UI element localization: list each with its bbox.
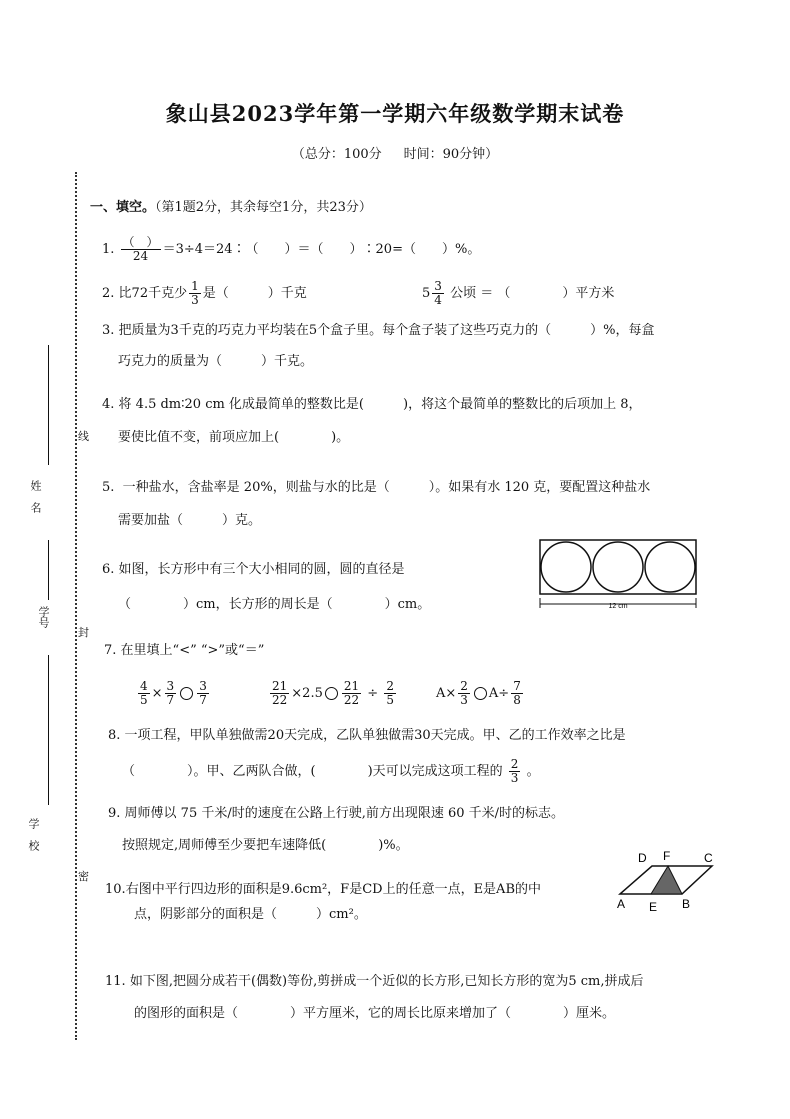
question-10: 10.右图中平行四边形的面积是9.6cm²，F是CD上的任意一点，E是AB的中 [105, 882, 542, 897]
time-limit: 时间：90分钟） [403, 147, 499, 162]
side-name-label: 姓 名 [29, 480, 42, 513]
side-id-line [48, 540, 49, 600]
question-6-line2: （ ）cm，长方形的周长是（ ）cm。 [118, 597, 431, 612]
side-secret-char: 密 [78, 870, 89, 883]
fraction: $\frac{( )}{24}$ [122, 235, 159, 263]
question-2a: 2. 比72千克少 $\frac{1}{3}$ 是（ ）千克 [102, 279, 307, 307]
question-11: 11. 如下图,把圆分成若干(偶数)等份,剪拼成一个近似的长方形,已知长方形的宽为5 cm,拼成后 [105, 974, 644, 989]
compare-circle[interactable] [180, 687, 193, 700]
point-label-b: B [682, 897, 691, 911]
question-11-line2: 的图形的面积是（ ）平方厘米，它的周长比原来增加了（ ）厘米。 [134, 1006, 616, 1021]
question-3: 3. 把质量为3千克的巧克力平均装在5个盒子里。每个盒子装了这些巧克力的（ ）%，每盒 [102, 323, 655, 338]
point-label-a: A [617, 897, 626, 911]
figure-length-label: 12 cm [608, 603, 628, 610]
side-seal-char: 封 [78, 626, 89, 639]
question-8-line2: （ ）。甲、乙两队合做，( )天可以完成这项工程的 $\frac{2}{3}$ 。 [122, 757, 540, 785]
compare-circle[interactable] [325, 687, 338, 700]
question-9-line2: 按照规定,周师傅至少要把车速降低( )%。 [122, 838, 409, 853]
side-id-label: 学号 [37, 606, 50, 628]
section-note: （第1题2分，其余每空1分，共23分） [155, 200, 372, 215]
parallelogram-figure [612, 846, 732, 914]
point-label-e: E [649, 900, 658, 914]
question-3-line2: 巧克力的质量为（ ）千克。 [118, 354, 314, 369]
section-title: 一、填空。 [90, 200, 156, 215]
comparison-2: $\frac{21}{22}$ ×2.5 $\frac{21}{22}$ ÷ $\frac{2}{5}$ [272, 679, 394, 707]
side-school-label: 学 校 [27, 818, 40, 851]
point-label-c: C [704, 851, 713, 865]
question-9: 9. 周师傅以 75 千米/时的速度在公路上行驶,前方出现限速 60 千米/时的标志。 [108, 806, 565, 821]
question-7: 7. 在里填上“<” “>”或“＝” [104, 643, 265, 658]
section-heading [90, 196, 372, 215]
side-line-char: 线 [78, 430, 89, 443]
question-5-line2: 需要加盐（ ）克。 [118, 513, 262, 528]
side-school-line [48, 655, 49, 805]
question-2b: 5 $\frac{3}{4}$ 公顷 ＝ （ ）平方米 [422, 279, 615, 307]
compare-circle[interactable] [474, 687, 487, 700]
question-8: 8. 一项工程，甲队单独做需20天完成，乙队单独做需30天完成。甲、乙的工作效率之比是 [108, 728, 626, 743]
question-6: 6. 如图，长方形中有三个大小相同的圆，圆的直径是 [102, 562, 405, 577]
point-label-d: D [638, 851, 647, 865]
fraction: $\frac{3}{4}$ [434, 279, 442, 307]
comparison-3: A× $\frac{2}{3}$ A÷ $\frac{7}{8}$ [436, 679, 521, 707]
fraction: $\frac{1}{3}$ [191, 279, 199, 307]
question-4-line2: 要使比值不变，前项应加上( )。 [118, 430, 350, 445]
point-label-f: F [663, 849, 671, 863]
question-4: 4. 将 4.5 dm∶20 cm 化成最简单的整数比是( )，将这个最简单的整数比的后项加上 8， [102, 397, 642, 412]
question-5: 5. 一种盐水，含盐率是 20%，则盐与水的比是（ ）。如果有水 120 克，要配置这种盐水 [102, 480, 651, 495]
question-1: 1. $\frac{( )}{24}$ ＝3÷4＝24∶（ ）＝（ ）∶20=（ ）%。 [102, 235, 481, 263]
total-score: （总分：100分 [291, 147, 382, 162]
side-name-line [48, 345, 49, 465]
question-10-line2: 点，阴影部分的面积是（ ）cm²。 [134, 907, 367, 922]
page-title: 象山县2023学年第一学期六年级数学期末试卷 [165, 101, 625, 126]
binding-dotted-line [75, 172, 77, 1040]
comparison-1: $\frac{4}{5}$ × $\frac{3}{7}$ $\frac{3}{7}$ [140, 679, 207, 707]
exam-info [0, 143, 790, 162]
rectangle-circles-figure [538, 538, 700, 612]
